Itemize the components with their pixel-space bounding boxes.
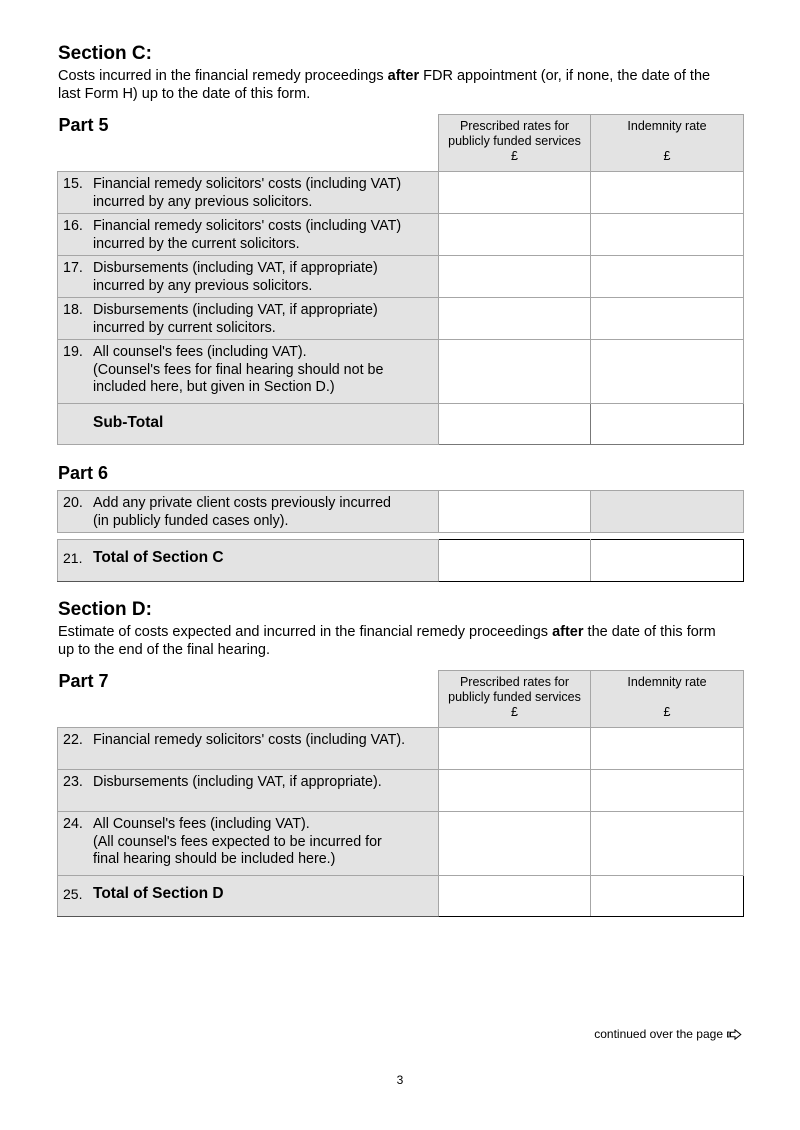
row-text: (Counsel's fees for final hearing should not be — [93, 361, 384, 378]
subtotal-indemnity-input[interactable] — [591, 404, 744, 445]
subtotal-row — [58, 404, 744, 445]
row-text: Financial remedy solicitors' costs (including VAT) — [93, 218, 402, 234]
row-24-indemnity-input[interactable] — [591, 812, 744, 876]
row-number: 17. — [63, 260, 83, 276]
total-d-prescribed-input[interactable] — [439, 876, 591, 917]
part-7-title: Part 7 — [58, 670, 109, 691]
continued-text: continued over the page — [594, 1027, 723, 1041]
col-header-line: Prescribed rates for — [459, 675, 570, 689]
row-17-prescribed-input[interactable] — [439, 256, 591, 298]
table-row — [58, 298, 744, 340]
row-text: (All counsel's fees expected to be incurred for — [93, 833, 382, 850]
row-20-indemnity-cell — [591, 491, 744, 533]
total-c-indemnity-input[interactable] — [591, 540, 744, 582]
table-row — [58, 256, 744, 298]
row-23-indemnity-input[interactable] — [591, 770, 744, 812]
row-22-prescribed-input[interactable] — [439, 728, 591, 770]
total-c-prescribed-input[interactable] — [439, 540, 591, 582]
section-c-intro-bold: after — [387, 68, 420, 84]
table-row — [58, 728, 744, 770]
row-text: Add any private client costs previously incurred — [93, 495, 391, 511]
subtotal-prescribed-input[interactable] — [439, 404, 591, 445]
table-row — [58, 770, 744, 812]
col-header-unit: £ — [511, 705, 518, 719]
row-text: incurred by any previous solicitors. — [93, 277, 313, 294]
row-text: incurred by current solicitors. — [93, 319, 276, 336]
col-header-unit: £ — [663, 149, 671, 163]
col-header-unit: £ — [663, 705, 671, 719]
part-7-title-cell — [58, 671, 439, 728]
part-5-title: Part 5 — [58, 114, 109, 135]
part-7-col-prescribed-header — [439, 671, 591, 728]
section-c-total-table — [57, 539, 744, 582]
row-text: Disbursements (including VAT, if appropriate). — [93, 774, 382, 790]
row-16-indemnity-input[interactable] — [591, 214, 744, 256]
row-22-indemnity-input[interactable] — [591, 728, 744, 770]
table-row — [58, 340, 744, 404]
col-header-line: Indemnity rate — [627, 119, 707, 133]
row-text: Disbursements (including VAT, if appropriate) — [93, 260, 378, 276]
row-text: All Counsel's fees (including VAT). — [93, 816, 310, 832]
part-5-title-cell — [58, 115, 439, 172]
row-number: 21. — [63, 550, 83, 566]
row-19-indemnity-input[interactable] — [591, 340, 744, 404]
row-18-prescribed-input[interactable] — [439, 298, 591, 340]
row-text: All counsel's fees (including VAT). — [93, 344, 307, 360]
col-header-line: publicly funded services — [448, 690, 581, 704]
col-header-line: Indemnity rate — [627, 675, 707, 689]
row-text: incurred by any previous solicitors. — [93, 193, 313, 210]
table-row — [58, 812, 744, 876]
row-number: 16. — [63, 218, 83, 234]
part-5-col-prescribed-header — [439, 115, 591, 172]
row-20-prescribed-input[interactable] — [439, 491, 591, 533]
section-d-intro-bold: after — [552, 624, 584, 640]
row-17-indemnity-input[interactable] — [591, 256, 744, 298]
row-19-prescribed-input[interactable] — [439, 340, 591, 404]
continued-note — [594, 1027, 742, 1041]
col-header-line: Prescribed rates for — [459, 119, 570, 133]
part-5-col-indemnity-header — [591, 115, 744, 172]
subtotal-label: Sub-Total — [93, 414, 164, 431]
row-text: (in publicly funded cases only). — [93, 512, 289, 529]
part-7-col-indemnity-header — [591, 671, 744, 728]
row-text: included here, but given in Section D.) — [93, 379, 335, 395]
section-d-intro-text: Estimate of costs expected and incurred in the financial remedy proceedings — [58, 624, 553, 640]
page-number: 3 — [396, 1073, 404, 1087]
row-number: 18. — [63, 302, 83, 318]
section-c-intro-text-2: FDR appointment (or, if none, the date of the — [419, 68, 711, 84]
section-c-intro — [58, 67, 758, 103]
row-number: 20. — [63, 495, 83, 511]
part-5-table — [57, 114, 744, 445]
row-23-prescribed-input[interactable] — [439, 770, 591, 812]
total-d-label: Total of Section D — [93, 885, 224, 902]
section-c-intro-line2: last Form H) up to the date of this form. — [58, 86, 311, 102]
part-6-table — [57, 490, 744, 533]
total-d-indemnity-input[interactable] — [591, 876, 744, 917]
total-row — [58, 876, 744, 917]
row-24-prescribed-input[interactable] — [439, 812, 591, 876]
row-16-prescribed-input[interactable] — [439, 214, 591, 256]
table-row — [58, 491, 744, 533]
section-d-intro-line2: up to the end of the final hearing. — [58, 642, 271, 658]
section-d-intro — [58, 623, 758, 659]
part-7-table — [57, 670, 744, 917]
section-c-intro-text: Costs incurred in the financial remedy proceedings — [58, 68, 388, 84]
row-text: Financial remedy solicitors' costs (including VAT) — [93, 176, 402, 192]
table-row — [58, 172, 744, 214]
row-number: 19. — [63, 344, 83, 360]
row-number: 23. — [63, 774, 83, 790]
section-c-title: Section C: — [58, 43, 152, 64]
section-d-intro-text-2: the date of this form — [583, 624, 716, 640]
row-text: Disbursements (including VAT, if appropriate) — [93, 302, 378, 318]
row-number: 24. — [63, 816, 83, 832]
table-row — [58, 214, 744, 256]
right-arrow-icon — [727, 1029, 742, 1040]
row-number: 25. — [63, 886, 83, 902]
row-text: final hearing should be included here.) — [93, 851, 336, 867]
part-6-title: Part 6 — [58, 463, 109, 483]
row-number: 22. — [63, 732, 83, 748]
row-number: 15. — [63, 176, 83, 192]
row-text: Financial remedy solicitors' costs (including VAT). — [93, 732, 406, 748]
row-18-indemnity-input[interactable] — [591, 298, 744, 340]
total-c-label: Total of Section C — [93, 549, 224, 566]
section-d-title: Section D: — [58, 599, 152, 620]
row-15-indemnity-input[interactable] — [591, 172, 744, 214]
total-row — [58, 540, 744, 582]
col-header-unit: £ — [511, 149, 518, 163]
col-header-line: publicly funded services — [448, 134, 581, 148]
row-15-prescribed-input[interactable] — [439, 172, 591, 214]
row-text: incurred by the current solicitors. — [93, 235, 300, 252]
